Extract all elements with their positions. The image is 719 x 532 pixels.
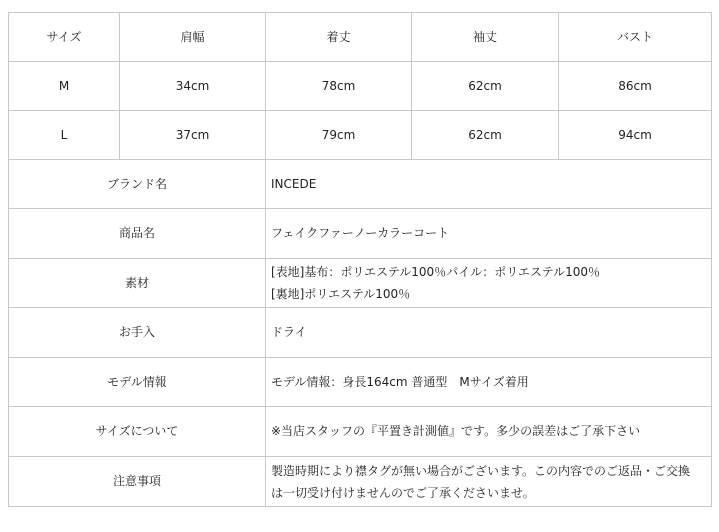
shoulder-width-value: 37cm: [120, 111, 266, 160]
size-header-row: [9, 13, 712, 62]
length-value: 79cm: [266, 111, 412, 160]
about-size-value: ※当店スタッフの『平置き計測値』です。多少の誤差はご了承下さい: [266, 407, 712, 457]
size-label: M: [9, 62, 120, 111]
material-label: 素材: [9, 259, 266, 308]
care-value: ドライ: [266, 308, 712, 358]
care-row: [9, 308, 712, 358]
notes-value: [266, 457, 712, 507]
size-label: L: [9, 111, 120, 160]
notes-row: [9, 457, 712, 507]
notes-line-1: 製造時期により襟タグが無い場合がございます。この内容でのご返品・ご交換: [271, 463, 691, 478]
about-size-row: [9, 407, 712, 457]
size-row-m: [9, 62, 712, 111]
material-row: [9, 259, 712, 308]
product-name-value: フェイクファーノーカラーコート: [266, 209, 712, 259]
product-name-row: [9, 209, 712, 259]
brand-row: [9, 160, 712, 209]
shoulder-width-value: 34cm: [120, 62, 266, 111]
notes-label: 注意事項: [9, 457, 266, 507]
material-line-outer: [表地]基布：ポリエステル100％パイル：ポリエステル100％: [271, 265, 601, 279]
product-spec-table: [8, 12, 712, 507]
model-info-value: モデル情報：身長164cm 普通型 Mサイズ着用: [266, 358, 712, 407]
header-shoulder-width: 肩幅: [120, 13, 266, 62]
size-row-l: [9, 111, 712, 160]
length-value: 78cm: [266, 62, 412, 111]
model-info-row: [9, 358, 712, 407]
notes-line-2: は一切受け付けませんのでご了承くださいませ。: [271, 485, 535, 500]
material-line-lining: [裏地]ポリエステル100％: [271, 287, 411, 301]
header-bust: バスト: [559, 13, 712, 62]
header-size: サイズ: [9, 13, 120, 62]
model-info-label: モデル情報: [9, 358, 266, 407]
product-name-label: 商品名: [9, 209, 266, 259]
material-value: [266, 259, 712, 308]
header-length: 着丈: [266, 13, 412, 62]
bust-value: 94cm: [559, 111, 712, 160]
sleeve-length-value: 62cm: [412, 111, 559, 160]
care-label: お手入: [9, 308, 266, 358]
sleeve-length-value: 62cm: [412, 62, 559, 111]
header-sleeve-length: 袖丈: [412, 13, 559, 62]
brand-value: INCEDE: [266, 160, 712, 209]
brand-label: ブランド名: [9, 160, 266, 209]
about-size-label: サイズについて: [9, 407, 266, 457]
bust-value: 86cm: [559, 62, 712, 111]
